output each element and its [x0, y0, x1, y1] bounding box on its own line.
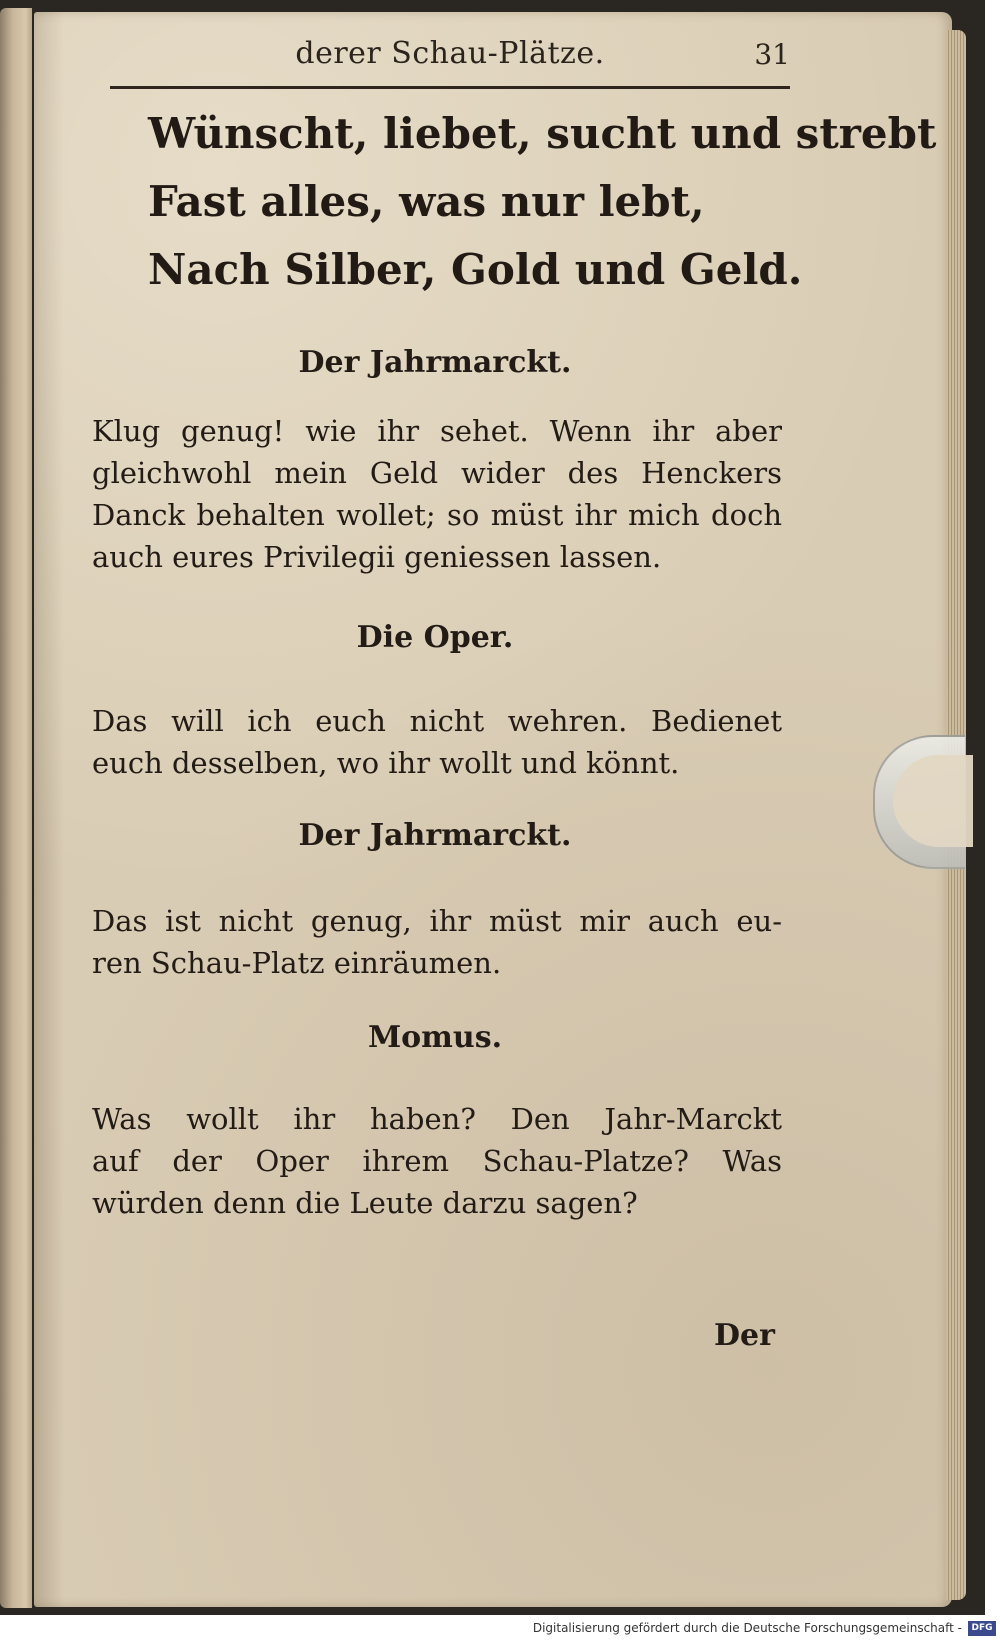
- speaker-heading: Der Jahrmarckt.: [298, 818, 572, 853]
- text-line: auch eures Privilegii geniessen lassen.: [92, 540, 662, 574]
- text-line: Was wollt ihr haben? Den Jahr-Marckt: [92, 1102, 782, 1136]
- left-page-edge: [0, 8, 32, 1608]
- text-line: würden denn die Leute darzu sagen?: [92, 1186, 638, 1220]
- verse-line: Fast alles, was nur lebt,: [148, 177, 705, 226]
- page-clip-inner: [893, 755, 973, 847]
- dfg-logo: DFG: [968, 1621, 996, 1636]
- speaker-heading: Momus.: [367, 1020, 503, 1055]
- running-title: derer Schau-Plätze.: [295, 36, 605, 71]
- text-line: auf der Oper ihrem Schau-Platze? Was: [92, 1144, 782, 1178]
- verse-block: [148, 100, 937, 304]
- text-line: euch desselben, wo ihr wollt und könnt.: [92, 746, 680, 780]
- page-header: [110, 28, 790, 84]
- verse-line: Nach Silber, Gold und Geld.: [148, 245, 803, 294]
- text-line: Danck behalten wollet; so müst ihr mich doch: [92, 498, 782, 532]
- dialogue-paragraph: [92, 1098, 782, 1224]
- funding-credit: Digitalisierung gefördert durch die Deutsche Forschungsgemeinschaft -: [532, 1621, 962, 1635]
- verse-line: Wünscht, liebet, sucht und strebt: [148, 109, 937, 158]
- text-line: gleichwohl mein Geld wider des Henckers: [92, 456, 782, 490]
- dialogue-paragraph: [92, 410, 782, 578]
- page-number: 31: [754, 38, 790, 71]
- speaker-heading: Der Jahrmarckt.: [298, 345, 572, 380]
- text-line: Klug genug! wie ihr sehet. Wenn ihr aber: [92, 414, 782, 448]
- text-line: ren Schau-Platz einräumen.: [92, 946, 502, 980]
- digitization-footer: [0, 1618, 1000, 1643]
- dialogue-paragraph: [92, 900, 782, 984]
- text-line: Das will ich euch nicht wehren. Bedienet: [92, 704, 782, 738]
- speaker-heading: Die Oper.: [356, 620, 514, 655]
- text-line: Das ist nicht genug, ihr müst mir auch eu-: [92, 904, 782, 938]
- header-rule: [110, 86, 790, 89]
- catchword: Der: [714, 1318, 775, 1353]
- dialogue-paragraph: [92, 700, 782, 784]
